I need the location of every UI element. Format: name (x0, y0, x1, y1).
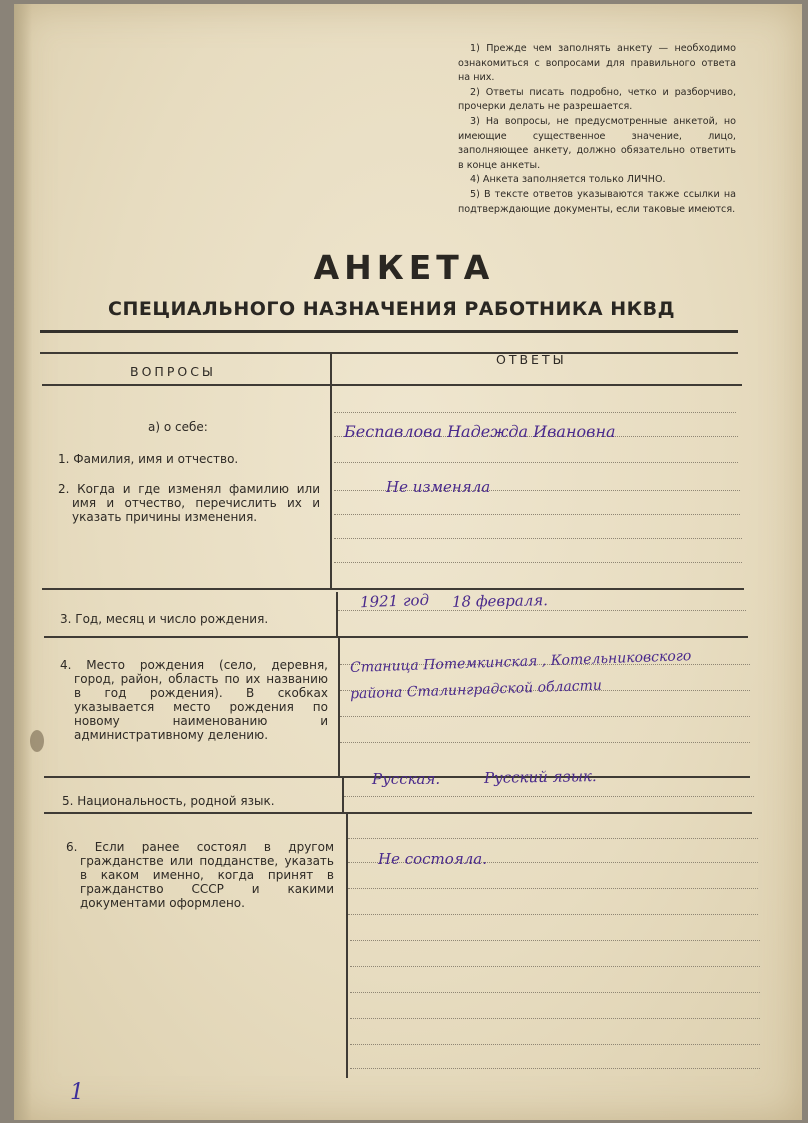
question-6-text: 6. Если ранее состоял в другом гражданстве или подданстве, указать в каком именно, когда принят в гражданство СССР и какими документами оформлено. (66, 840, 334, 910)
questions-column-header: ВОПРОСЫ (130, 364, 216, 379)
answer-rule (338, 610, 746, 611)
answer-rule (348, 914, 758, 915)
answers-column-header: ОТВЕТЫ (496, 352, 567, 367)
column-divider-2 (336, 592, 338, 636)
question-5 (58, 794, 334, 808)
answer-2: Не изменяла (386, 478, 491, 496)
instruction-2: 2) Ответы писать подробно, четко и разборчиво, прочерки делать не разрешается. (458, 86, 736, 113)
paper-edge (14, 4, 32, 1120)
question-6 (62, 840, 334, 910)
answer-rule (334, 412, 736, 413)
answer-rule (348, 838, 758, 839)
answer-rule (348, 888, 758, 889)
answer-rule (340, 742, 750, 743)
question-1-text: 1. Фамилия, имя и отчество. (58, 452, 239, 466)
answer-rule (334, 514, 740, 515)
question-3-text: 3. Год, месяц и число рождения. (60, 612, 269, 626)
page-mark: 1 (70, 1080, 84, 1105)
question-2 (54, 482, 320, 524)
answer-3-year: 1921 год (359, 590, 430, 612)
answer-rule (350, 966, 760, 967)
question-5-text: 5. Национальность, родной язык. (62, 794, 275, 808)
instruction-4: 4) Анкета заполняется только ЛИЧНО. (470, 174, 666, 186)
question-2-text: 2. Когда и где изменял фамилию или имя и отчество, перечислить их и указать причины изменения. (58, 482, 320, 524)
answer-1: Беспавлова Надежда Ивановна (344, 422, 616, 441)
column-divider-4 (342, 776, 344, 812)
row-separator (44, 636, 748, 638)
question-3 (56, 612, 328, 626)
answer-5-language: Русский язык. (483, 767, 597, 787)
answer-rule (334, 462, 738, 463)
question-4 (56, 658, 328, 742)
answer-rule (350, 992, 760, 993)
answer-6: Не состояла. (378, 850, 488, 868)
answer-5-nationality: Русская. (372, 770, 441, 788)
answer-rule (334, 538, 742, 539)
instructions-block (458, 42, 736, 217)
table-top-rule (40, 330, 738, 333)
answer-rule (340, 716, 750, 717)
answer-rule (350, 940, 760, 941)
form-subtitle: СПЕЦИАЛЬНОГО НАЗНАЧЕНИЯ РАБОТНИКА НКВД (108, 298, 676, 320)
header-bottom-rule (42, 384, 742, 386)
column-divider-1 (330, 352, 332, 588)
instruction-1: 1) Прежде чем заполнять анкету — необходимо ознакомиться с вопросами для правильного ответа на них. (458, 43, 736, 84)
answer-rule (334, 562, 742, 563)
section-label: а) о себе: (148, 420, 208, 434)
answer-rule (350, 1018, 760, 1019)
answer-4-line1: Станица Потемкинская , Котельниковского (349, 648, 692, 676)
instruction-3: 3) На вопросы, не предусмотренные анкетой, но имеющие существенное значение, лицо, заполняющее анкету, должно обязательно ответить в конце анкеты. (458, 115, 736, 171)
column-divider-3 (338, 636, 340, 776)
answer-rule (350, 1044, 760, 1045)
column-divider-5 (346, 812, 348, 1078)
form-title: АНКЕТА (313, 248, 495, 287)
row-separator (42, 588, 744, 590)
answer-4-line2: района Сталинградской области (349, 677, 603, 703)
question-4-text: 4. Место рождения (село, деревня, город, район, область по их названию в год рождения). В скобках указывается место рождения по новому наименованию и административному делению. (60, 658, 328, 742)
punch-hole-mark (30, 730, 44, 752)
answer-3-date: 18 февраля. (451, 591, 549, 611)
question-1 (54, 452, 320, 466)
instruction-5: 5) В тексте ответов указываются также ссылки на подтверждающие документы, если таковые имеются. (458, 188, 736, 215)
header-rule (40, 352, 738, 354)
answer-rule (344, 796, 754, 797)
row-separator (44, 812, 752, 814)
answer-rule (350, 1068, 760, 1069)
